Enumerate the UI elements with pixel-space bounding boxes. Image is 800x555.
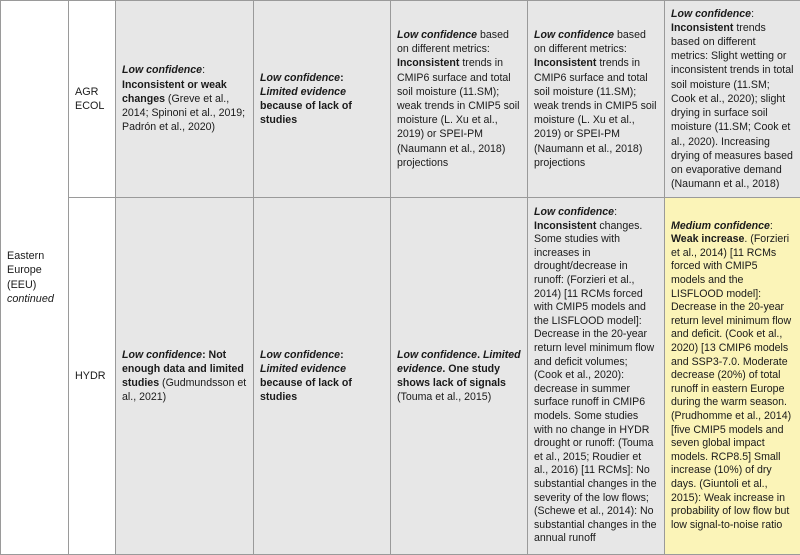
assessment-cell	[528, 1, 665, 198]
cell-text-run: (Gudmundsson et al., 2021)	[122, 377, 246, 403]
cell-text-run: (Touma et al., 2015)	[397, 391, 491, 403]
assessment-cell	[665, 1, 800, 198]
region-name-line: Europe	[7, 263, 62, 277]
assessment-cell	[391, 198, 528, 555]
cell-text-run: Inconsistent	[397, 57, 459, 69]
cell-text-run: :	[340, 72, 344, 84]
cell-text-run: :	[202, 349, 208, 361]
cell-text-run: :	[770, 220, 773, 232]
cell-text-run: Medium confidence	[671, 220, 770, 232]
cell-text-run: Not enough data and limited studies	[122, 349, 244, 389]
cell-text-run: because of	[260, 377, 318, 389]
agr-ecol-row	[1, 1, 800, 198]
sector-label-agr-ecol: AGR ECOL	[69, 1, 116, 198]
cell-text-run: Low confidence	[534, 206, 614, 218]
cell-text-run: Limited evidence	[260, 363, 346, 375]
assessment-cell	[254, 1, 391, 198]
cell-text-run: based on different metrics:	[534, 29, 646, 55]
assessment-cell	[528, 198, 665, 555]
cell-text-run: trends in CMIP6 surface and total soil moisture (11.SM); weak trends in CMIP5 soil moisture (L. Xu et al., 2019) or SPEI-PM (Naumann et al., 2018) projections	[534, 57, 656, 168]
cell-text-run: Limited evidence	[397, 349, 521, 375]
cell-text-run: lack of studies	[260, 377, 352, 403]
assessment-cell	[254, 198, 391, 555]
cell-text-run: Low confidence	[260, 72, 340, 84]
cell-text-run: Weak increase	[671, 233, 744, 245]
cell-text-run: Low confidence	[534, 29, 614, 41]
cell-text-run: Low confidence	[397, 29, 477, 41]
cell-text-run: Inconsistent	[534, 220, 596, 232]
cell-text-run: :	[202, 64, 205, 76]
cell-text-run: trends based on different metrics: Slight wetting or inconsistent trends in total soil moisture (11.SM; Cook et al., 2020); slight drying in surface soil moisture (11.SM; Cook et al., 2020). Increasing drying of measures based on evaporative demand (Naumann et al., 2018)	[671, 22, 794, 190]
assessment-cell	[665, 198, 800, 555]
region-cell	[1, 1, 69, 555]
cell-text-run: because of	[260, 100, 318, 112]
cell-text-run: :	[614, 206, 617, 218]
assessment-cell	[116, 198, 254, 555]
hydr-row	[1, 198, 800, 555]
cell-text-run: :	[340, 349, 344, 361]
cell-text-run: . (Forzieri et al., 2014) [11 RCMs forced with CMIP5 models and the LISFLOOD model]: Decrease in the 20-year return level minimum flow and deficit. (Cook et al., 2020) [13 CMIP6 models and SSP3-7.0. Moderate decrease (20%) of total runoff in eastern Europe during the warm season. (Prudhomme et al., 2014) [five CMIP5 models and seven global impact models. RCP8.5] Small increase (10%) of dry days. (Giuntoli et al., 2015): Weak increase in probability of low flow but low signal-to-noise ratio	[671, 233, 791, 530]
cell-text-run: Low confidence	[671, 8, 751, 20]
cell-text-run: One study shows lack of signals	[397, 363, 506, 389]
cell-text-run: Low confidence	[122, 64, 202, 76]
sector-label-hydr: HYDR	[69, 198, 116, 555]
cell-text-run: trends in CMIP6 surface and total soil moisture (11.SM); weak trends in CMIP5 soil moisture (L. Xu et al., 2019) or SPEI-PM (Naumann et al., 2018) projections	[397, 57, 519, 168]
cell-text-run: .	[442, 363, 448, 375]
cell-text-run: based on different metrics:	[397, 29, 509, 55]
assessment-cell	[391, 1, 528, 198]
cell-text-run: (Greve et al., 2014; Spinoni et al., 2019; Padrón et al., 2020)	[122, 93, 245, 133]
region-continued-label: continued	[7, 292, 62, 306]
region-name-line: Eastern	[7, 249, 62, 263]
cell-text-run: Low confidence	[397, 349, 477, 361]
cell-text-run: Inconsistent	[534, 57, 596, 69]
cell-text-run: Inconsistent or weak changes	[122, 79, 227, 105]
cell-text-run: changes. Some studies with increases in drought/decrease in runoff: (Forzieri et al., 2014) [11 RCMs forced with CMIP5 models and the LISFLOOD model]: Decrease in the 20-year return level minimum flow and deficit volumes; (Cook et al., 2020): decrease in summer surface runoff in CMIP6 models. Some studies with no change in HYDR drought or runoff: (Touma et al., 2015; Roudier et al., 2016) [11 RCMs]: No substantial changes in the severity of the low flows; (Schewe et al., 2014): No substantial changes in the annual runoff	[534, 220, 657, 545]
cell-text-run: :	[751, 8, 754, 20]
cell-text-run: Inconsistent	[671, 22, 733, 34]
region-code: (EEU)	[7, 278, 62, 292]
cell-text-run: Low confidence	[122, 349, 202, 361]
assessment-cell	[116, 1, 254, 198]
cell-text-run: Low confidence	[260, 349, 340, 361]
cell-text-run: lack of studies	[260, 100, 352, 126]
cell-text-run: .	[477, 349, 483, 361]
cell-text-run: Limited evidence	[260, 86, 346, 98]
